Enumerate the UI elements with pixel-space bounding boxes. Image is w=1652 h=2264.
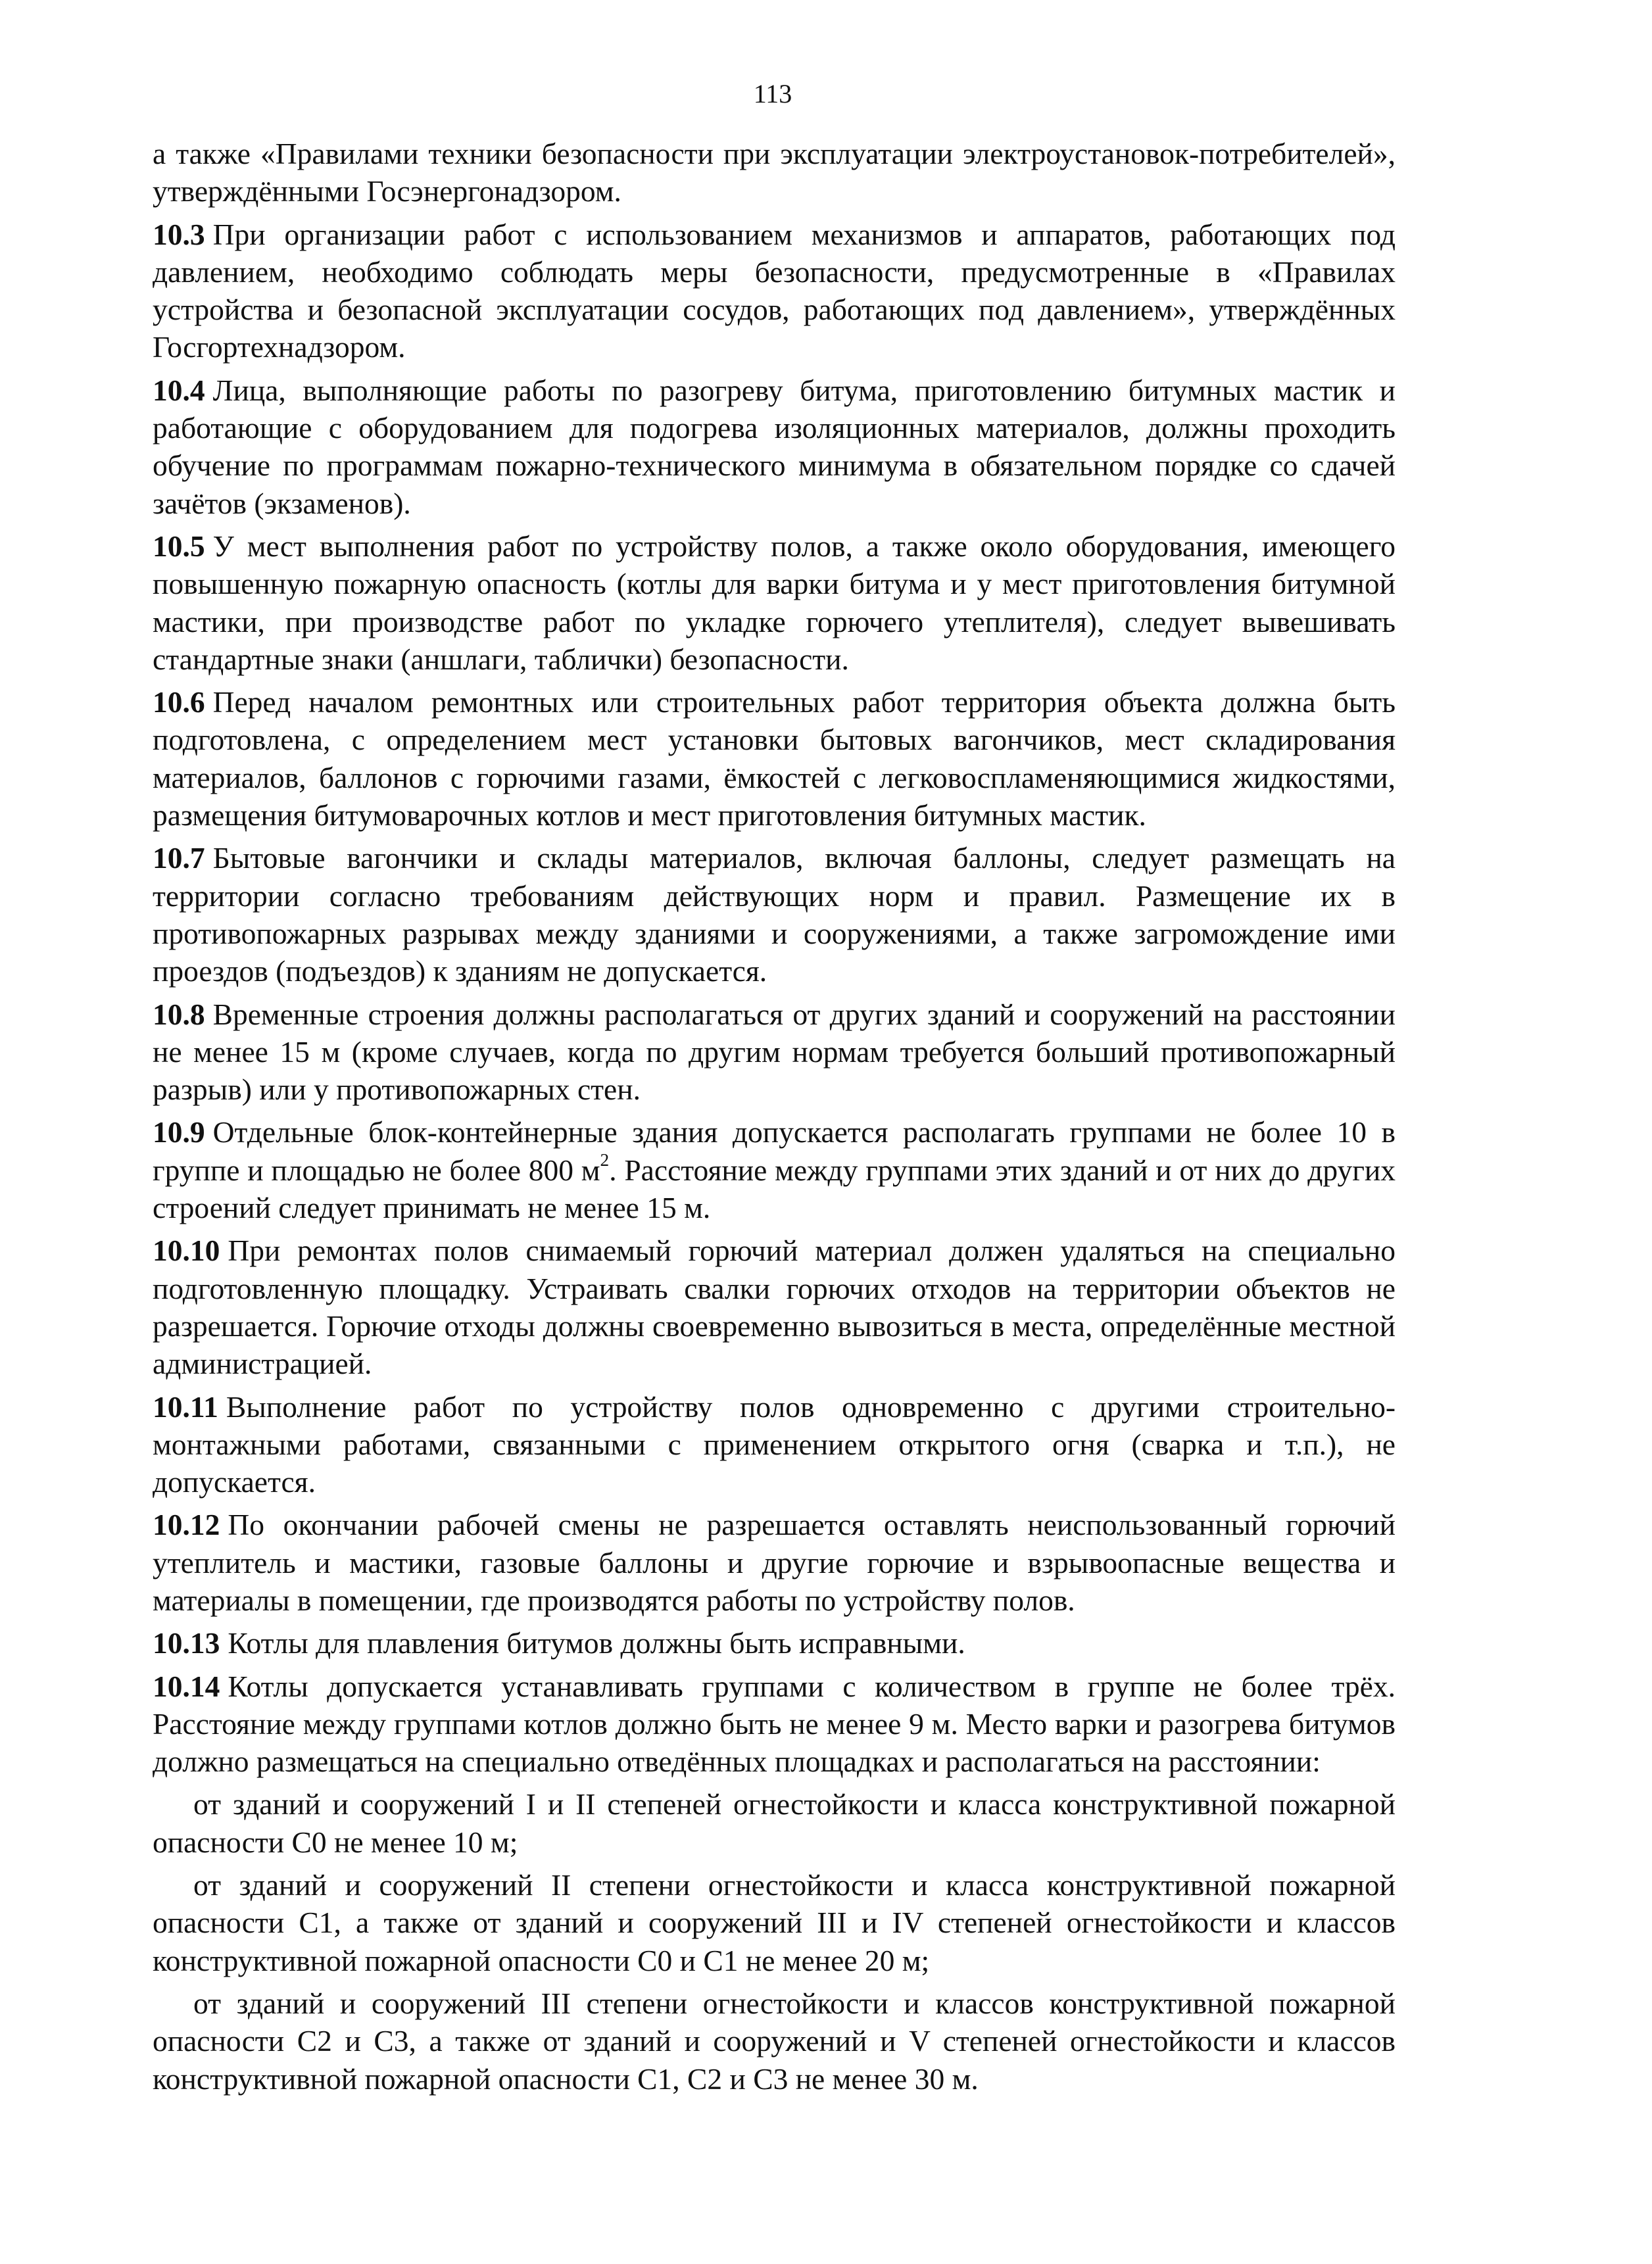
document-body <box>153 135 1396 2103</box>
paragraph-number: 10.3 <box>153 217 205 251</box>
paragraph-text: Временные строения должны располагаться от других зданий и сооружений на расстоянии не менее 15 м (кроме случаев, когда по другим нормам требуется больший противопожарный разрыв) или у противопожарных стен. <box>153 997 1396 1107</box>
paragraph-number: 10.4 <box>153 373 205 407</box>
paragraph-number: 10.11 <box>153 1389 218 1424</box>
paragraph-text: Выполнение работ по устройству полов одновременно с другими строительно-монтажными работами, связанными с применением открытого огня (сварка и т.п.), не допускается. <box>153 1389 1396 1499</box>
paragraph-number: 10.9 <box>153 1115 205 1149</box>
paragraph-text: Отдельные блок-контейнерные здания допускается располагать группами не более 10 в группе и площадью не более 800 м <box>153 1115 1396 1187</box>
paragraph-number: 10.10 <box>153 1234 220 1268</box>
list-item: от зданий и сооружений II степени огнестойкости и класса конструктивной пожарной опасности С1, а также от зданий и сооружений III и IV степеней огнестойкости и классов конструктивной пожарной опасности С0 и С1 не менее 20 м; <box>153 1868 1396 1977</box>
paragraph-text: Котлы для плавления битумов должны быть исправными. <box>228 1626 965 1660</box>
paragraph-10-14 <box>153 1668 1396 1781</box>
paragraph-number: 10.5 <box>153 529 205 563</box>
paragraph-10-5 <box>153 527 1396 678</box>
paragraph-number: 10.6 <box>153 685 205 719</box>
paragraph-10-11 <box>153 1388 1396 1501</box>
superscript: 2 <box>600 1149 610 1170</box>
paragraph-10-8 <box>153 996 1396 1109</box>
paragraph-10-10 <box>153 1232 1396 1382</box>
paragraph-text: Лица, выполняющие работы по разогреву битума, приготовлению битумных мастик и работающие с оборудованием для подогрева изоляционных материалов, должны проходить обучение по программам пожарно-технического минимума в обязательном порядке со сдачей зачётов (экзаменов). <box>153 373 1396 520</box>
paragraph-10-7 <box>153 839 1396 990</box>
paragraph-10-9 <box>153 1113 1396 1226</box>
list-item: от зданий и сооружений I и II степеней огнестойкости и класса конструктивной пожарной опасности С0 не менее 10 м; <box>153 1787 1396 1859</box>
paragraph-text: У мест выполнения работ по устройству полов, а также около оборудования, имеющего повышенную пожарную опасность (котлы для варки битума и у мест приготовления битумной мастики, при производстве работ по укладке горючего утеплителя), следует вывешивать стандартные знаки (аншлаги, таблички) безопасности. <box>153 529 1396 676</box>
paragraph-text: Перед началом ремонтных или строительных работ территория объекта должна быть подготовлена, с определением мест установки бытовых вагончиков, мест складирования материалов, баллонов с горючими газами, ёмкостей с легковоспламеняющимися жидкостями, размещения битумоварочных котлов и мест приготовления битумных мастик. <box>153 685 1396 832</box>
paragraph-number: 10.12 <box>153 1508 220 1542</box>
paragraph-text: а также «Правилами техники безопасности при эксплуатации электроустановок-потребителей», утверждёнными Госэнергонадзором. <box>153 137 1396 208</box>
paragraph-text: При организации работ с использованием механизмов и аппаратов, работающих под давлением, необходимо соблюдать меры безопасности, предусмотренные в «Правилах устройства и безопасной эксплуатации сосудов, работающих под давлением», утверждённых Госгортехнадзором. <box>153 217 1396 364</box>
paragraph-10-4 <box>153 372 1396 522</box>
paragraph-10-3 <box>153 216 1396 366</box>
paragraph-text: Бытовые вагончики и склады материалов, включая баллоны, следует размещать на территории согласно требованиям действующих норм и правил. Размещение их в противопожарных разрывах между зданиями и сооружениями, а также загромождение ими проездов (подъездов) к зданиям не допускается. <box>153 841 1396 988</box>
paragraph-number: 10.14 <box>153 1669 220 1703</box>
paragraph-number: 10.13 <box>153 1626 220 1660</box>
paragraph-text: При ремонтах полов снимаемый горючий материал должен удаляться на специально подготовленную площадку. Устраивать свалки горючих отходов на территории объектов не разрешается. Горючие отходы должны своевременно вывозиться в места, определённые местной администрацией. <box>153 1234 1396 1381</box>
paragraph-text: По окончании рабочей смены не разрешается оставлять неиспользованный горючий утеплитель и мастики, газовые баллоны и другие горючие и взрывоопасные вещества и материалы в помещении, где производятся работы по устройству полов. <box>153 1508 1396 1617</box>
paragraph-10-6 <box>153 683 1396 834</box>
paragraph-continuation <box>153 135 1396 210</box>
paragraph-10-13 <box>153 1624 1396 1662</box>
paragraph-number: 10.7 <box>153 841 205 875</box>
list-item: от зданий и сооружений III степени огнестойкости и классов конструктивной пожарной опасности С2 и С3, а также от зданий и сооружений и V степеней огнестойкости и классов конструктивной пожарной опасности С1, С2 и С3 не менее 30 м. <box>153 1986 1396 2096</box>
paragraph-text-continued: . Расстояние между группами этих зданий и от них до других строений следует принимать не менее 15 м. <box>153 1153 1396 1225</box>
page-number: 113 <box>753 79 792 108</box>
paragraph-text: Котлы допускается устанавливать группами с количеством в группе не более трёх. Расстояние между группами котлов должно быть не менее 9 м. Место варки и разогрева битумов должно размещаться на специально отведённых площадках и располагаться на расстоянии: <box>153 1669 1396 1779</box>
paragraph-number: 10.8 <box>153 997 205 1031</box>
paragraph-10-12 <box>153 1506 1396 1619</box>
